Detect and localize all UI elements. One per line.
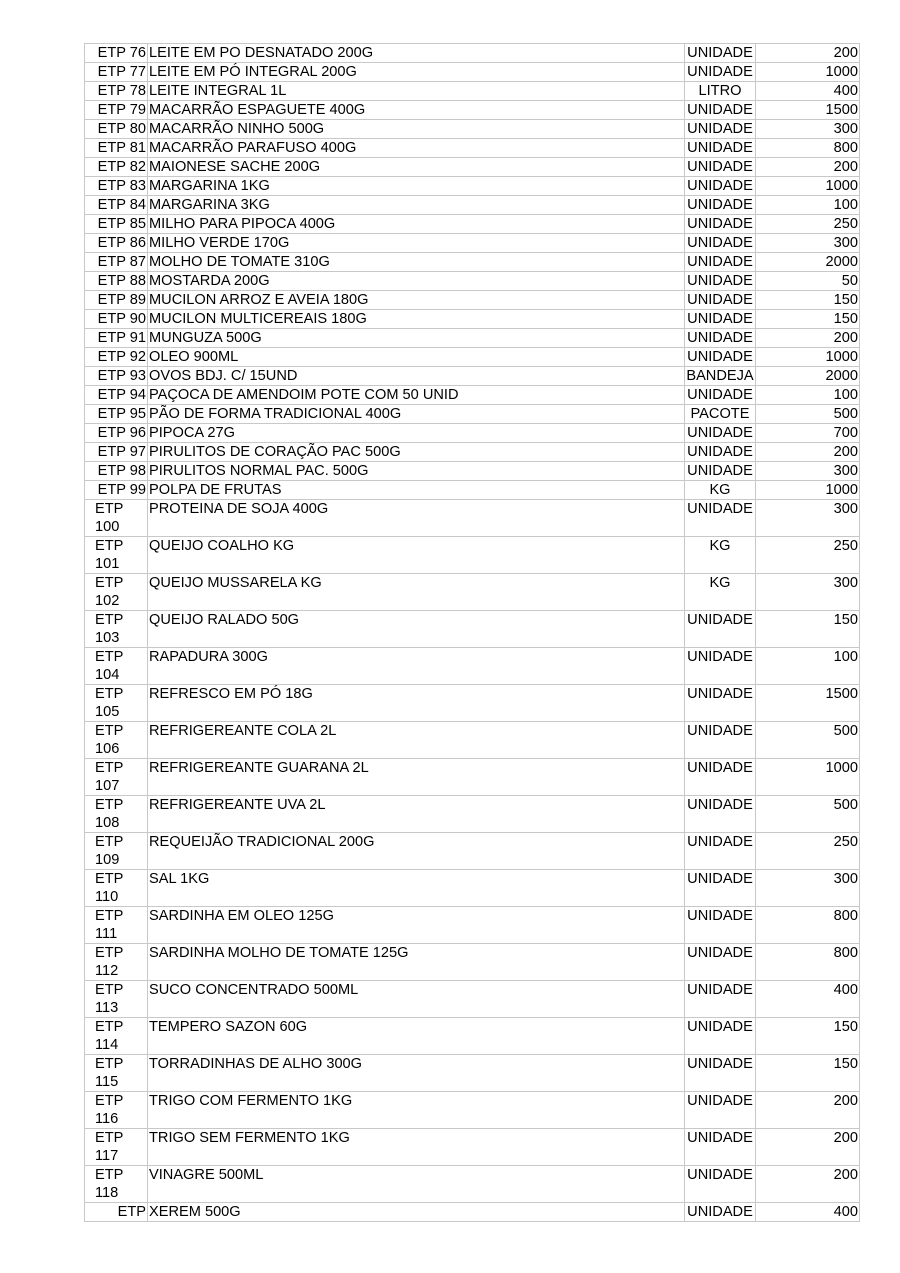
- item-quantity: 100: [756, 648, 860, 685]
- item-description: LEITE EM PO DESNATADO 200G: [148, 44, 685, 63]
- item-unit: KG: [685, 537, 756, 574]
- item-code: ETP 111: [85, 907, 148, 944]
- item-quantity: 1000: [756, 759, 860, 796]
- item-unit: UNIDADE: [685, 648, 756, 685]
- item-quantity: 200: [756, 44, 860, 63]
- item-code: ETP 114: [85, 1018, 148, 1055]
- item-quantity: 800: [756, 139, 860, 158]
- item-quantity: 300: [756, 234, 860, 253]
- item-description: MUCILON MULTICEREAIS 180G: [148, 310, 685, 329]
- item-quantity: 300: [756, 462, 860, 481]
- table-row: [85, 386, 860, 405]
- item-description: OLEO 900ML: [148, 348, 685, 367]
- table-row: [85, 253, 860, 272]
- item-unit: UNIDADE: [685, 215, 756, 234]
- item-code: ETP 84: [85, 196, 148, 215]
- item-unit: UNIDADE: [685, 443, 756, 462]
- item-code: ETP 79: [85, 101, 148, 120]
- item-code: ETP 92: [85, 348, 148, 367]
- item-unit: UNIDADE: [685, 196, 756, 215]
- item-code: ETP 95: [85, 405, 148, 424]
- item-quantity: 250: [756, 537, 860, 574]
- item-unit: UNIDADE: [685, 1055, 756, 1092]
- item-unit: UNIDADE: [685, 348, 756, 367]
- item-quantity: 200: [756, 1092, 860, 1129]
- item-description: QUEIJO MUSSARELA KG: [148, 574, 685, 611]
- item-description: TRIGO SEM FERMENTO 1KG: [148, 1129, 685, 1166]
- item-quantity: 2000: [756, 253, 860, 272]
- item-description: MACARRÃO PARAFUSO 400G: [148, 139, 685, 158]
- item-quantity: 150: [756, 611, 860, 648]
- item-quantity: 300: [756, 500, 860, 537]
- item-description: MACARRÃO ESPAGUETE 400G: [148, 101, 685, 120]
- item-code: ETP 82: [85, 158, 148, 177]
- table-row: [85, 722, 860, 759]
- table-row: [85, 759, 860, 796]
- item-code: ETP 108: [85, 796, 148, 833]
- item-unit: UNIDADE: [685, 1018, 756, 1055]
- table-row: [85, 1129, 860, 1166]
- table-row: [85, 648, 860, 685]
- item-quantity: 1000: [756, 348, 860, 367]
- item-description: MAIONESE SACHE 200G: [148, 158, 685, 177]
- item-description: SUCO CONCENTRADO 500ML: [148, 981, 685, 1018]
- item-quantity: 500: [756, 722, 860, 759]
- table-row: [85, 462, 860, 481]
- item-description: POLPA DE FRUTAS: [148, 481, 685, 500]
- item-quantity: 100: [756, 196, 860, 215]
- item-code: ETP 78: [85, 82, 148, 101]
- item-description: REQUEIJÃO TRADICIONAL 200G: [148, 833, 685, 870]
- table-row: [85, 272, 860, 291]
- item-unit: UNIDADE: [685, 685, 756, 722]
- item-unit: KG: [685, 481, 756, 500]
- item-description: MARGARINA 1KG: [148, 177, 685, 196]
- table-row: [85, 944, 860, 981]
- item-code: ETP 116: [85, 1092, 148, 1129]
- item-code: ETP 118: [85, 1166, 148, 1203]
- item-code: ETP 96: [85, 424, 148, 443]
- item-unit: LITRO: [685, 82, 756, 101]
- item-quantity: 500: [756, 405, 860, 424]
- item-unit: UNIDADE: [685, 329, 756, 348]
- item-unit: UNIDADE: [685, 833, 756, 870]
- item-quantity: 2000: [756, 367, 860, 386]
- item-unit: KG: [685, 574, 756, 611]
- item-description: PAÇOCA DE AMENDOIM POTE COM 50 UNID: [148, 386, 685, 405]
- table-row: [85, 101, 860, 120]
- item-code: ETP 87: [85, 253, 148, 272]
- item-code: ETP 115: [85, 1055, 148, 1092]
- item-unit: UNIDADE: [685, 272, 756, 291]
- item-code: ETP 98: [85, 462, 148, 481]
- item-code: ETP 97: [85, 443, 148, 462]
- table-row: [85, 291, 860, 310]
- item-code: ETP: [85, 1203, 148, 1222]
- table-row: [85, 424, 860, 443]
- item-unit: UNIDADE: [685, 44, 756, 63]
- table-row: [85, 1018, 860, 1055]
- table-row: [85, 196, 860, 215]
- item-quantity: 700: [756, 424, 860, 443]
- item-unit: UNIDADE: [685, 158, 756, 177]
- item-description: MUCILON ARROZ E AVEIA 180G: [148, 291, 685, 310]
- item-description: SARDINHA MOLHO DE TOMATE 125G: [148, 944, 685, 981]
- item-code: ETP 104: [85, 648, 148, 685]
- item-code: ETP 77: [85, 63, 148, 82]
- item-quantity: 300: [756, 120, 860, 139]
- item-quantity: 1500: [756, 685, 860, 722]
- item-quantity: 250: [756, 215, 860, 234]
- table-row: [85, 82, 860, 101]
- item-code: ETP 94: [85, 386, 148, 405]
- item-code: ETP 93: [85, 367, 148, 386]
- table-row: [85, 1055, 860, 1092]
- table-row: [85, 1166, 860, 1203]
- item-quantity: 400: [756, 981, 860, 1018]
- item-quantity: 800: [756, 907, 860, 944]
- item-description: MOSTARDA 200G: [148, 272, 685, 291]
- item-description: PIRULITOS NORMAL PAC. 500G: [148, 462, 685, 481]
- item-quantity: 1000: [756, 481, 860, 500]
- item-description: PIPOCA 27G: [148, 424, 685, 443]
- item-quantity: 100: [756, 386, 860, 405]
- item-code: ETP 81: [85, 139, 148, 158]
- table-row: [85, 981, 860, 1018]
- item-quantity: 150: [756, 291, 860, 310]
- table-row: [85, 367, 860, 386]
- table-row: [85, 537, 860, 574]
- table-row: [85, 796, 860, 833]
- item-code: ETP 105: [85, 685, 148, 722]
- item-code: ETP 90: [85, 310, 148, 329]
- item-quantity: 150: [756, 310, 860, 329]
- item-quantity: 250: [756, 833, 860, 870]
- item-code: ETP 102: [85, 574, 148, 611]
- item-code: ETP 109: [85, 833, 148, 870]
- item-code: ETP 100: [85, 500, 148, 537]
- item-code: ETP 117: [85, 1129, 148, 1166]
- item-unit: UNIDADE: [685, 310, 756, 329]
- table-row: [85, 685, 860, 722]
- item-description: TRIGO COM FERMENTO 1KG: [148, 1092, 685, 1129]
- item-description: MARGARINA 3KG: [148, 196, 685, 215]
- item-quantity: 1000: [756, 63, 860, 82]
- item-unit: UNIDADE: [685, 1129, 756, 1166]
- item-table: [84, 43, 860, 1222]
- table-row: [85, 611, 860, 648]
- item-quantity: 500: [756, 796, 860, 833]
- item-unit: UNIDADE: [685, 611, 756, 648]
- item-code: ETP 88: [85, 272, 148, 291]
- item-description: PIRULITOS DE CORAÇÃO PAC 500G: [148, 443, 685, 462]
- table-row: [85, 481, 860, 500]
- item-quantity: 400: [756, 82, 860, 101]
- item-description: MOLHO DE TOMATE 310G: [148, 253, 685, 272]
- table-row: [85, 405, 860, 424]
- item-description: MUNGUZA 500G: [148, 329, 685, 348]
- item-code: ETP 80: [85, 120, 148, 139]
- table-row: [85, 1092, 860, 1129]
- item-unit: UNIDADE: [685, 139, 756, 158]
- item-code: ETP 103: [85, 611, 148, 648]
- item-unit: UNIDADE: [685, 177, 756, 196]
- item-description: QUEIJO COALHO KG: [148, 537, 685, 574]
- item-unit: UNIDADE: [685, 63, 756, 82]
- item-code: ETP 107: [85, 759, 148, 796]
- item-code: ETP 99: [85, 481, 148, 500]
- item-unit: UNIDADE: [685, 500, 756, 537]
- table-row: [85, 500, 860, 537]
- item-unit: UNIDADE: [685, 1166, 756, 1203]
- item-description: REFRESCO EM PÓ 18G: [148, 685, 685, 722]
- item-description: SARDINHA EM OLEO 125G: [148, 907, 685, 944]
- item-unit: UNIDADE: [685, 759, 756, 796]
- item-quantity: 1000: [756, 177, 860, 196]
- item-description: SAL 1KG: [148, 870, 685, 907]
- item-unit: UNIDADE: [685, 462, 756, 481]
- item-unit: UNIDADE: [685, 722, 756, 759]
- item-description: PROTEINA DE SOJA 400G: [148, 500, 685, 537]
- item-rows: [85, 44, 860, 1222]
- item-unit: UNIDADE: [685, 907, 756, 944]
- table-row: [85, 44, 860, 63]
- item-quantity: 50: [756, 272, 860, 291]
- item-code: ETP 83: [85, 177, 148, 196]
- item-unit: UNIDADE: [685, 120, 756, 139]
- table-row: [85, 348, 860, 367]
- item-description: REFRIGEREANTE GUARANA 2L: [148, 759, 685, 796]
- item-unit: UNIDADE: [685, 796, 756, 833]
- table-row: [85, 234, 860, 253]
- item-description: LEITE EM PÓ INTEGRAL 200G: [148, 63, 685, 82]
- item-code: ETP 106: [85, 722, 148, 759]
- item-unit: UNIDADE: [685, 1203, 756, 1222]
- table-row: [85, 63, 860, 82]
- item-unit: UNIDADE: [685, 981, 756, 1018]
- item-code: ETP 113: [85, 981, 148, 1018]
- item-code: ETP 110: [85, 870, 148, 907]
- item-code: ETP 85: [85, 215, 148, 234]
- item-unit: UNIDADE: [685, 424, 756, 443]
- table-row: [85, 177, 860, 196]
- table-row: [85, 139, 860, 158]
- item-description: RAPADURA 300G: [148, 648, 685, 685]
- table-row: [85, 833, 860, 870]
- item-unit: UNIDADE: [685, 386, 756, 405]
- item-quantity: 150: [756, 1018, 860, 1055]
- item-description: REFRIGEREANTE COLA 2L: [148, 722, 685, 759]
- item-code: ETP 76: [85, 44, 148, 63]
- item-quantity: 200: [756, 443, 860, 462]
- item-quantity: 200: [756, 158, 860, 177]
- item-quantity: 300: [756, 574, 860, 611]
- item-quantity: 800: [756, 944, 860, 981]
- item-code: ETP 101: [85, 537, 148, 574]
- item-quantity: 200: [756, 1129, 860, 1166]
- table-row: [85, 1203, 860, 1222]
- item-unit: UNIDADE: [685, 253, 756, 272]
- item-description: LEITE INTEGRAL 1L: [148, 82, 685, 101]
- item-description: TORRADINHAS DE ALHO 300G: [148, 1055, 685, 1092]
- item-description: PÃO DE FORMA TRADICIONAL 400G: [148, 405, 685, 424]
- item-unit: UNIDADE: [685, 291, 756, 310]
- item-description: QUEIJO RALADO 50G: [148, 611, 685, 648]
- item-quantity: 200: [756, 1166, 860, 1203]
- item-code: ETP 86: [85, 234, 148, 253]
- item-description: TEMPERO SAZON 60G: [148, 1018, 685, 1055]
- item-quantity: 400: [756, 1203, 860, 1222]
- table-row: [85, 574, 860, 611]
- item-description: MILHO PARA PIPOCA 400G: [148, 215, 685, 234]
- item-quantity: 1500: [756, 101, 860, 120]
- item-quantity: 300: [756, 870, 860, 907]
- item-code: ETP 91: [85, 329, 148, 348]
- table-row: [85, 310, 860, 329]
- item-description: VINAGRE 500ML: [148, 1166, 685, 1203]
- item-unit: UNIDADE: [685, 870, 756, 907]
- table-row: [85, 443, 860, 462]
- item-description: MILHO VERDE 170G: [148, 234, 685, 253]
- item-quantity: 200: [756, 329, 860, 348]
- item-code: ETP 112: [85, 944, 148, 981]
- item-unit: UNIDADE: [685, 101, 756, 120]
- item-unit: UNIDADE: [685, 234, 756, 253]
- table-row: [85, 158, 860, 177]
- table-row: [85, 215, 860, 234]
- item-code: ETP 89: [85, 291, 148, 310]
- item-unit: PACOTE: [685, 405, 756, 424]
- item-unit: UNIDADE: [685, 944, 756, 981]
- item-unit: BANDEJA: [686, 368, 754, 384]
- table-row: [85, 870, 860, 907]
- item-description: REFRIGEREANTE UVA 2L: [148, 796, 685, 833]
- item-quantity: 150: [756, 1055, 860, 1092]
- item-description: OVOS BDJ. C/ 15UND: [148, 367, 685, 386]
- item-description: MACARRÃO NINHO 500G: [148, 120, 685, 139]
- table-row: [85, 329, 860, 348]
- item-unit: UNIDADE: [685, 1092, 756, 1129]
- table-row: [85, 907, 860, 944]
- item-description: XEREM 500G: [148, 1203, 685, 1222]
- table-row: [85, 120, 860, 139]
